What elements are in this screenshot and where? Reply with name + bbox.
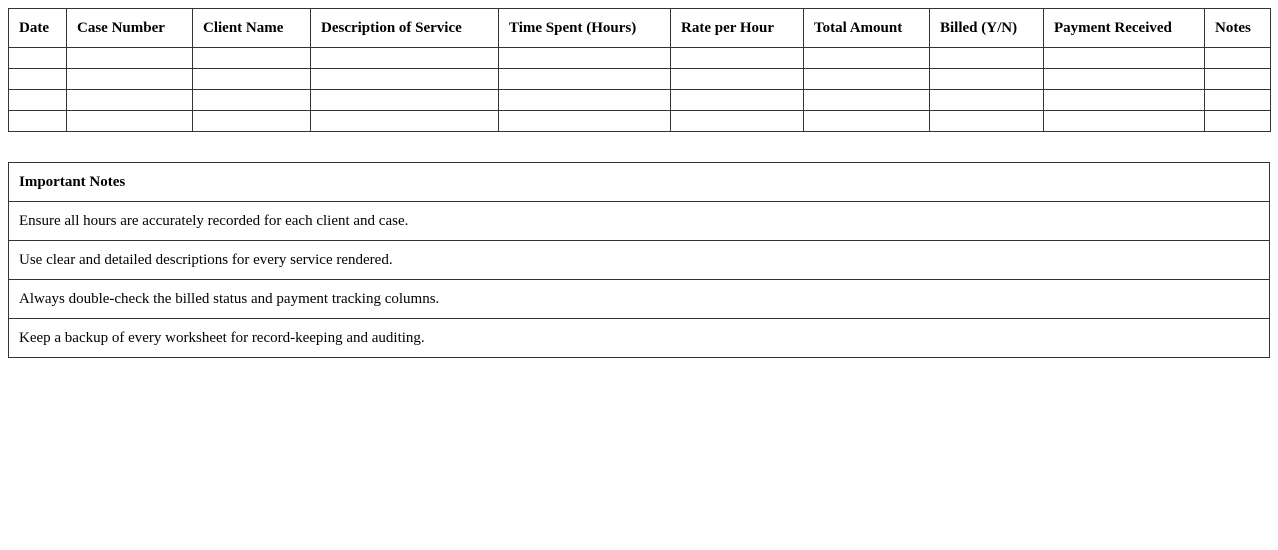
cell-payment-received[interactable] (1044, 48, 1205, 69)
cell-client-name[interactable] (193, 111, 311, 132)
cell-description[interactable] (311, 111, 499, 132)
table-row (9, 90, 1271, 111)
cell-client-name[interactable] (193, 48, 311, 69)
note-item: Always double-check the billed status and payment tracking columns. (9, 280, 1270, 319)
billing-worksheet-table (8, 8, 1271, 132)
column-header-rate: Rate per Hour (671, 9, 804, 48)
cell-billed[interactable] (930, 48, 1044, 69)
cell-date[interactable] (9, 69, 67, 90)
cell-client-name[interactable] (193, 90, 311, 111)
note-row (9, 202, 1270, 241)
cell-client-name[interactable] (193, 69, 311, 90)
table-row (9, 69, 1271, 90)
cell-time-spent[interactable] (499, 90, 671, 111)
column-header-total-amount: Total Amount (804, 9, 930, 48)
important-notes-table (8, 162, 1270, 358)
cell-payment-received[interactable] (1044, 90, 1205, 111)
cell-description[interactable] (311, 48, 499, 69)
column-header-case-number: Case Number (67, 9, 193, 48)
note-item: Use clear and detailed descriptions for every service rendered. (9, 241, 1270, 280)
cell-time-spent[interactable] (499, 111, 671, 132)
cell-time-spent[interactable] (499, 48, 671, 69)
column-header-payment-received: Payment Received (1044, 9, 1205, 48)
cell-rate[interactable] (671, 69, 804, 90)
column-header-client-name: Client Name (193, 9, 311, 48)
cell-payment-received[interactable] (1044, 69, 1205, 90)
cell-notes[interactable] (1205, 90, 1271, 111)
column-header-description: Description of Service (311, 9, 499, 48)
cell-description[interactable] (311, 69, 499, 90)
cell-date[interactable] (9, 111, 67, 132)
cell-case-number[interactable] (67, 90, 193, 111)
note-item: Keep a backup of every worksheet for record-keeping and auditing. (9, 319, 1270, 358)
cell-total-amount[interactable] (804, 90, 930, 111)
cell-date[interactable] (9, 48, 67, 69)
cell-case-number[interactable] (67, 48, 193, 69)
table-row (9, 48, 1271, 69)
note-row (9, 280, 1270, 319)
cell-time-spent[interactable] (499, 69, 671, 90)
note-row (9, 241, 1270, 280)
notes-header-row (9, 163, 1270, 202)
cell-notes[interactable] (1205, 69, 1271, 90)
cell-notes[interactable] (1205, 48, 1271, 69)
column-header-date: Date (9, 9, 67, 48)
column-header-notes: Notes (1205, 9, 1271, 48)
notes-title: Important Notes (9, 163, 1270, 202)
column-header-time-spent: Time Spent (Hours) (499, 9, 671, 48)
cell-total-amount[interactable] (804, 111, 930, 132)
cell-case-number[interactable] (67, 69, 193, 90)
note-item: Ensure all hours are accurately recorded for each client and case. (9, 202, 1270, 241)
cell-rate[interactable] (671, 90, 804, 111)
cell-rate[interactable] (671, 48, 804, 69)
column-header-billed: Billed (Y/N) (930, 9, 1044, 48)
cell-date[interactable] (9, 90, 67, 111)
note-row (9, 319, 1270, 358)
cell-total-amount[interactable] (804, 48, 930, 69)
cell-billed[interactable] (930, 69, 1044, 90)
cell-payment-received[interactable] (1044, 111, 1205, 132)
cell-billed[interactable] (930, 90, 1044, 111)
cell-notes[interactable] (1205, 111, 1271, 132)
cell-rate[interactable] (671, 111, 804, 132)
table-row (9, 111, 1271, 132)
cell-description[interactable] (311, 90, 499, 111)
header-row (9, 9, 1271, 48)
cell-total-amount[interactable] (804, 69, 930, 90)
cell-case-number[interactable] (67, 111, 193, 132)
cell-billed[interactable] (930, 111, 1044, 132)
